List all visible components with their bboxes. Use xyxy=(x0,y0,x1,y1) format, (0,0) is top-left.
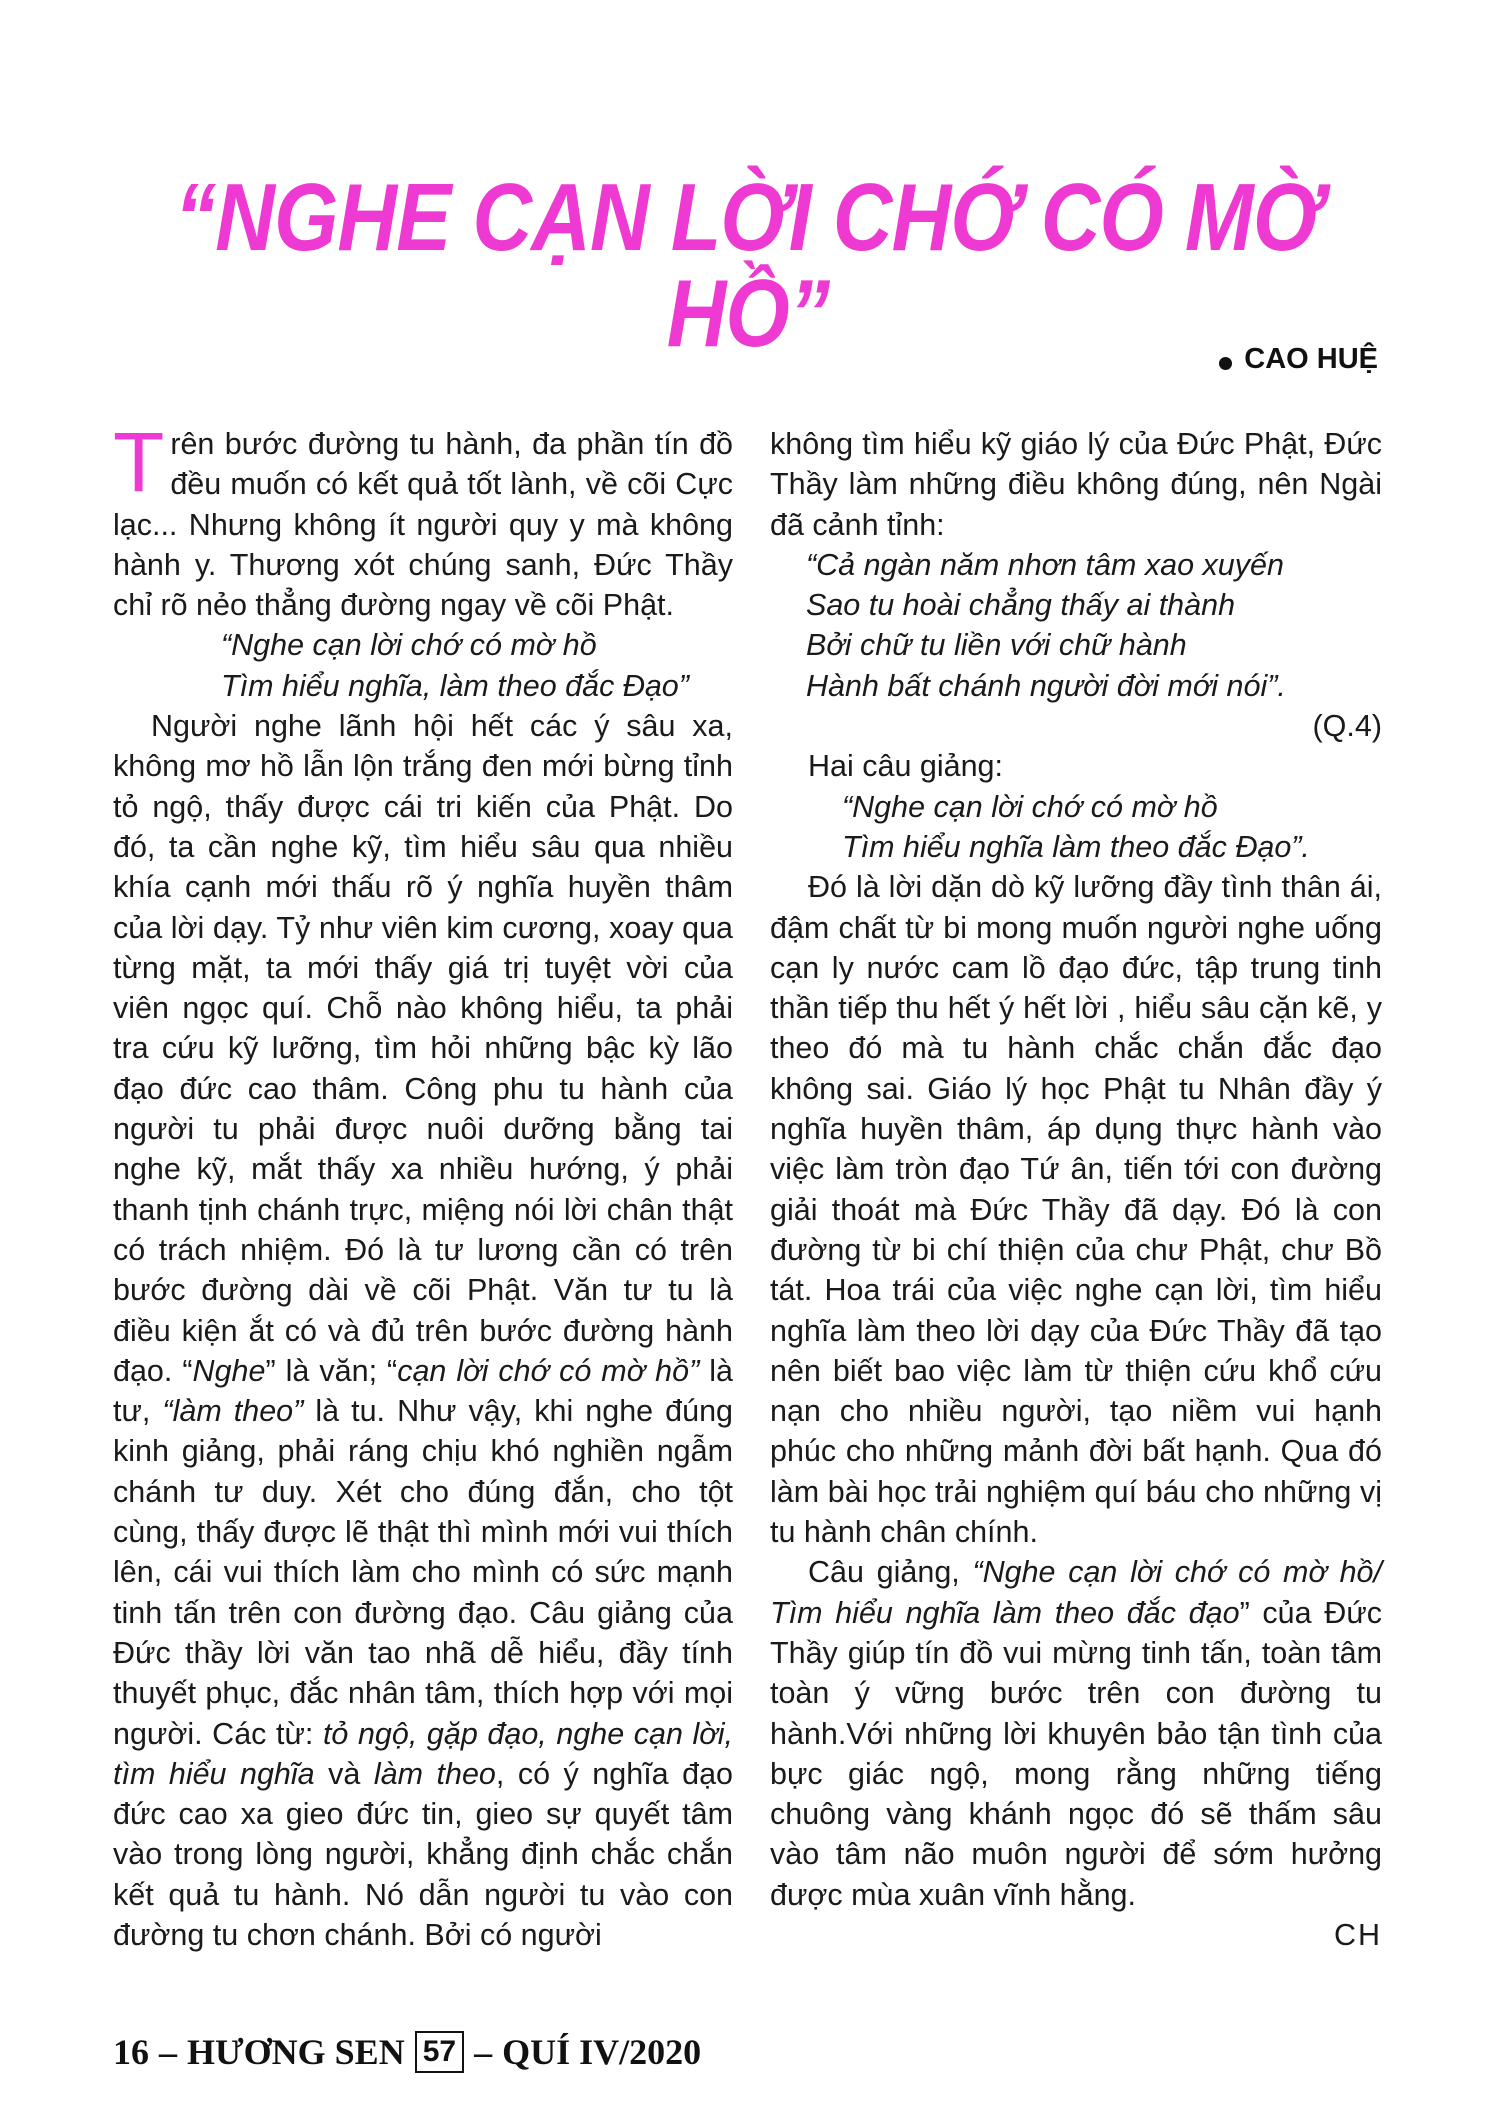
left-column xyxy=(113,415,734,1955)
footer-separator: – xyxy=(474,2032,493,2072)
paragraph-continued: không tìm hiểu kỹ giáo lý của Đức Phật, Đức Thầy làm những điều không đúng, nên Ngài đã cảnh tỉnh: xyxy=(770,427,1382,542)
paragraph-body: Người nghe lãnh hội hết các ý sâu xa, không mơ hồ lẫn lộn trắng đen mới bừng tỉnh tỏ ngộ, thấy được cái tri kiến của Phật. Do đó, ta cần nghe kỹ, tìm hiểu sâu qua nhiều khía cạnh mới thấu rõ ý nghĩa huyền thâm của lời dạy. Tỷ như viên kim cương, xoay qua từng mặt, ta mới thấy giá trị tuyệt vời của viên ngọc quí. Chỗ nào không hiểu, ta phải tra cứu kỹ lưỡng, tìm hỏi những bậc kỳ lão đạo đức cao thâm. Công phu tu hành của người tu phải được nuôi dưỡng bằng tai nghe kỹ, mắt thấy xa nhiều hướng, ý phải thanh tịnh chánh trực, miệng nói lời chân thật có trách nhiệm. Đó là tư lương cần có trên bước đường dài về cõi Phật. Văn tư tu là điều kiện ắt có và đủ trên bước đường hành đạo. “Nghe” là văn; “cạn lời chớ có mờ hồ” là tư, “làm theo” là tu. Như vậy, khi nghe đúng kinh giảng, phải ráng chịu khó nghiền ngẫm chánh tư duy. Xét cho đúng đắn, cho tột cùng, thấy được lẽ thật thì mình mới vui thích lên, cái vui thích làm cho mình có sức mạnh tinh tấn trên con đường đạo. Câu giảng của Đức thầy lời văn tao nhã dễ hiểu, đầy tính thuyết phục, đắc nhân tâm, thích hợp với mọi người. Các từ: tỏ ngộ, gặp đạo, nghe cạn lời, tìm hiểu nghĩa và làm theo, có ý nghĩa đạo đức cao xa gieo đức tin, gieo sự quyết tâm vào trong lòng người, khẳng định chắc chắn kết quả tu hành. Nó dẫn người tu vào con đường tu chơn chánh. Bởi có người xyxy=(113,709,734,1952)
article-title: “NGHE CẠN LỜI CHỚ CÓ MỜ HỒ” xyxy=(174,164,1322,367)
right-column xyxy=(770,424,1382,1955)
paragraph-intro: Trên bước đường tu hành, đa phần tín đồ đều muốn có kết quả tốt lành, về cõi Cực lạc... Nhưng không ít người quy y mà không hành y. Thương xót chúng sanh, Đức Thầy chỉ rõ nẻo thẳng đường ngay về cõi Phật. xyxy=(113,415,733,623)
verse-line: “Cả ngàn năm nhơn tâm xao xuyến xyxy=(806,547,1284,582)
issue-number: 57 xyxy=(415,2031,464,2073)
author-signature: CH xyxy=(1333,1917,1382,1952)
author-byline xyxy=(1219,343,1378,376)
drop-cap: T xyxy=(113,415,165,509)
verse-line: “Nghe cạn lời chớ có mờ hồ xyxy=(842,789,1218,824)
verse-line: Bởi chữ tu liền với chữ hành xyxy=(806,628,1187,663)
paragraph-intro-verse: Hai câu giảng: xyxy=(808,749,1003,784)
verse-reference: (Q.4) xyxy=(1312,709,1382,744)
bullet-icon xyxy=(1219,357,1232,370)
magazine-name: HƯƠNG SEN xyxy=(187,2032,405,2072)
page-footer xyxy=(113,2031,701,2073)
verse-line: Hành bất chánh người đời mới nói”. xyxy=(806,668,1286,703)
verse-line: Tìm hiểu nghĩa, làm theo đắc Đạo” xyxy=(221,668,689,703)
author-name: CAO HUỆ xyxy=(1244,343,1378,375)
page-number: 16 xyxy=(113,2032,149,2072)
issue-period: QUÍ IV/2020 xyxy=(502,2032,702,2072)
verse-line: Tìm hiểu nghĩa làm theo đắc Đạo”. xyxy=(842,829,1310,864)
footer-separator: – xyxy=(159,2032,177,2072)
verse-line: Sao tu hoài chẳng thấy ai thành xyxy=(806,588,1236,623)
paragraph-conclusion: Câu giảng, “Nghe cạn lời chớ có mờ hồ/ Tìm hiểu nghĩa làm theo đắc đạo” của Đức Thầy giúp tín đồ vui mừng tinh tấn, toàn tâm toàn ý vững bước trên con đường tu hành.Với những lời khuyên bảo tận tình của bực giác ngộ, mong rằng những tiếng chuông vàng khánh ngọc đó sẽ thấm sâu vào tâm não muôn người để sớm hưởng được mùa xuân vĩnh hằng. xyxy=(770,1555,1383,1912)
verse-line: “Nghe cạn lời chớ có mờ hồ xyxy=(221,628,597,663)
paragraph-body: Đó là lời dặn dò kỹ lưỡng đầy tình thân ái, đậm chất từ bi mong muốn người nghe uống cạn ly nước cam lồ đạo đức, tập trung tinh thần tiếp thu hết ý hết lời , hiểu sâu cặn kẽ, y theo đó mà tu hành chắc chắn đắc đạo không sai. Giáo lý học Phật tu Nhân đầy ý nghĩa huyền thâm, áp dụng thực hành vào việc làm tròn đạo Tứ ân, tiến tới con đường giải thoát mà Đức Thầy đã dạy. Đó là con đường từ bi chí thiện của chư Phật, chư Bồ tát. Hoa trái của việc nghe cạn lời, tìm hiểu nghĩa làm theo lời dạy của Đức Thầy đã tạo nên biết bao việc làm từ thiện cứu khổ cứu nạn cho nhiều người, tạo niềm vui hạnh phúc cho những mảnh đời bất hạnh. Qua đó làm bài học trải nghiệm quí báu cho những vị tu hành chân chính. xyxy=(770,870,1382,1550)
